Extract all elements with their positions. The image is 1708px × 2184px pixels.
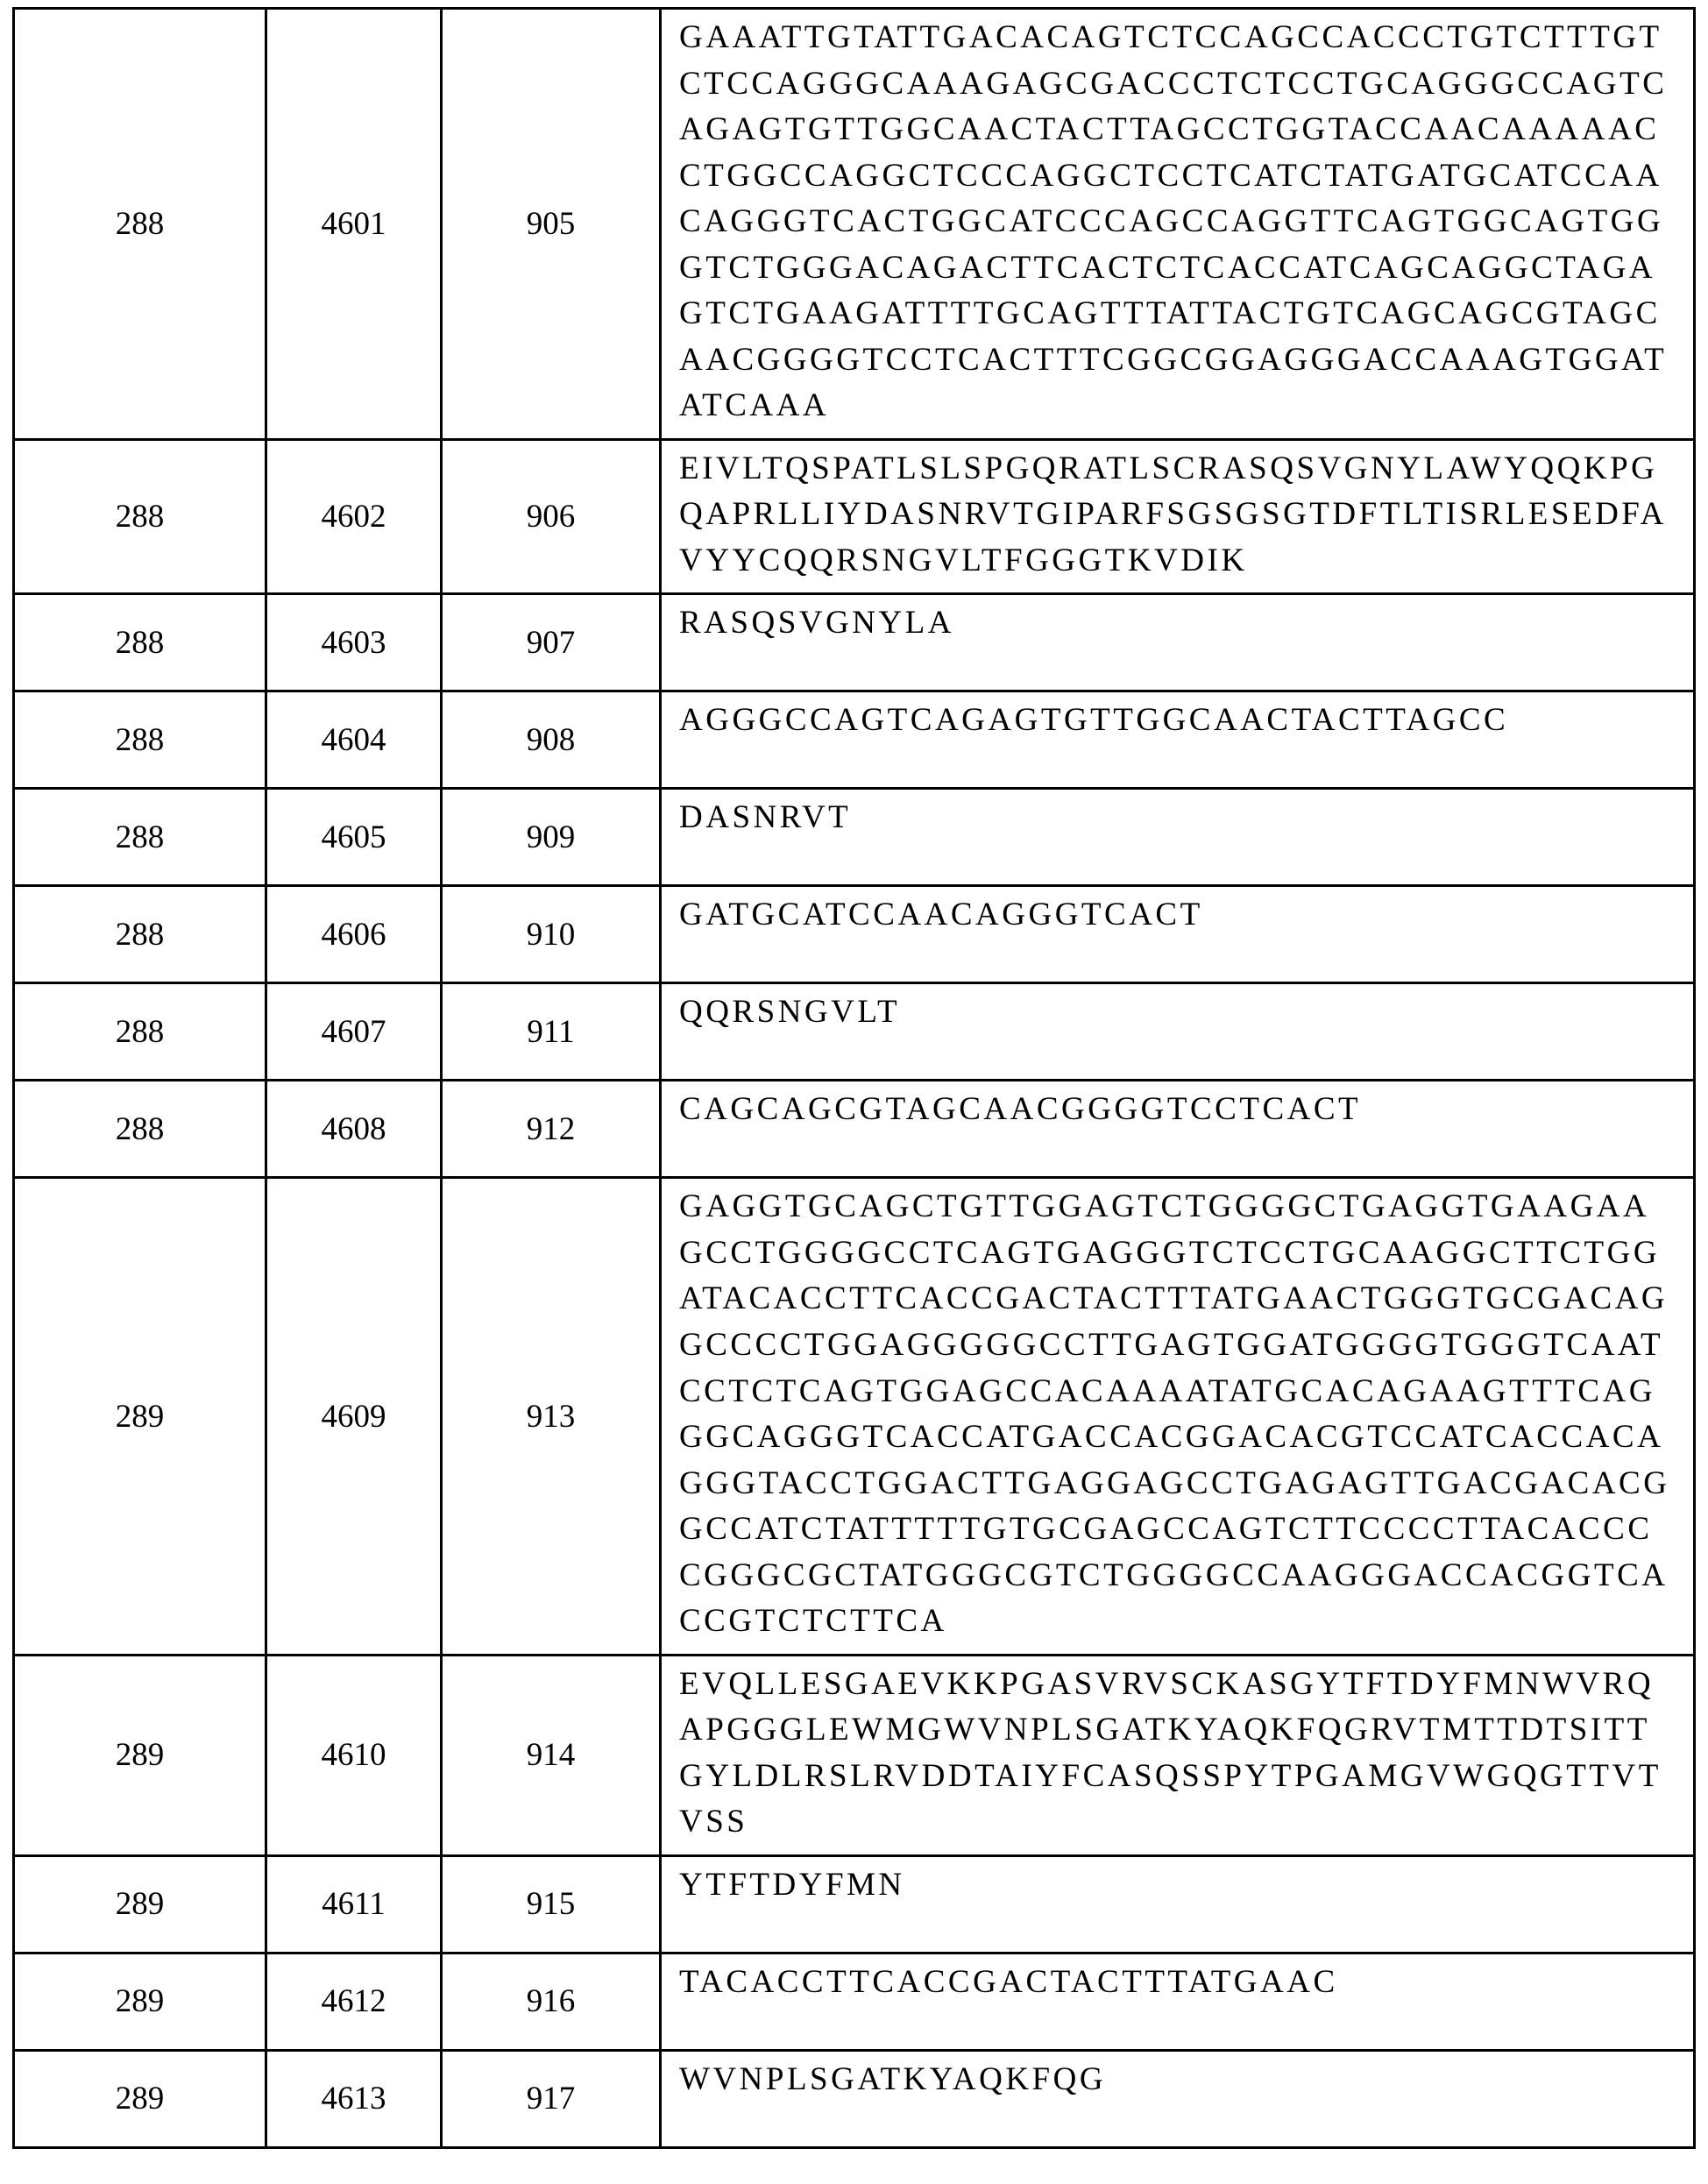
sequence-text: DASNRVT xyxy=(679,799,852,836)
sequence-text: GAAATTGTATTGACACAGTCTCCAGCCACCCTGTCTTTGTCTCCAGGGCAAAGAGCGACCCTCTCCTGCAGGGCCAGTCAGAGTGTTGGCAACTACTTAGCCTGGTACCAACAAAAACCTGGCCAGGCTCCCAGGCTCCTCATCTATGATGCATCCAACAGGGTCACTGGCATCCCAGCCAGGTTCAGTGGCAGTGGGTCTGGGACAGACTTCACTCTCACCATCAGCAGGCTAGAGTCTGAAGATTTTGCAGTTTATTACTGTCAGCAGCGTAGCAACGGGGTCCTCACTTTCGGCGGAGGGACCAAAGTGGATATCAAA xyxy=(679,19,1668,424)
cell-sequence xyxy=(661,886,1695,983)
cell-entry-number: 4611 xyxy=(266,1855,442,1953)
table-row xyxy=(14,1081,1695,1178)
cell-group-number: 289 xyxy=(14,1855,266,1953)
cell-entry-number: 4605 xyxy=(266,789,442,886)
cell-entry-number: 4603 xyxy=(266,594,442,691)
cell-group-number: 288 xyxy=(14,594,266,691)
cell-sequence xyxy=(661,1655,1695,1855)
cell-group-number: 289 xyxy=(14,1178,266,1655)
cell-sequence xyxy=(661,789,1695,886)
cell-group-number: 288 xyxy=(14,9,266,440)
sequence-text: YTFTDYFMN xyxy=(679,1866,905,1903)
cell-sequence xyxy=(661,1178,1695,1655)
cell-sequence xyxy=(661,983,1695,1081)
table-row xyxy=(14,439,1695,594)
cell-seq-id-number: 906 xyxy=(442,439,661,594)
cell-seq-id-number: 914 xyxy=(442,1655,661,1855)
table-row xyxy=(14,1655,1695,1855)
cell-seq-id-number: 911 xyxy=(442,983,661,1081)
cell-group-number: 288 xyxy=(14,691,266,789)
sequence-text: AGGGCCAGTCAGAGTGTTGGCAACTACTTAGCC xyxy=(679,702,1509,739)
cell-seq-id-number: 912 xyxy=(442,1081,661,1178)
cell-sequence xyxy=(661,9,1695,440)
sequence-text: QQRSNGVLT xyxy=(679,994,901,1031)
cell-entry-number: 4613 xyxy=(266,2050,442,2147)
cell-seq-id-number: 913 xyxy=(442,1178,661,1655)
cell-seq-id-number: 917 xyxy=(442,2050,661,2147)
cell-entry-number: 4604 xyxy=(266,691,442,789)
cell-group-number: 289 xyxy=(14,1953,266,2050)
cell-group-number: 288 xyxy=(14,439,266,594)
cell-entry-number: 4610 xyxy=(266,1655,442,1855)
table-row xyxy=(14,983,1695,1081)
table-row xyxy=(14,1178,1695,1655)
cell-sequence xyxy=(661,439,1695,594)
cell-entry-number: 4612 xyxy=(266,1953,442,2050)
cell-seq-id-number: 905 xyxy=(442,9,661,440)
cell-sequence xyxy=(661,1081,1695,1178)
cell-entry-number: 4601 xyxy=(266,9,442,440)
cell-sequence xyxy=(661,594,1695,691)
table-row xyxy=(14,594,1695,691)
sequence-text: CAGCAGCGTAGCAACGGGGTCCTCACT xyxy=(679,1091,1362,1128)
sequence-text: WVNPLSGATKYAQKFQG xyxy=(679,2060,1107,2097)
cell-entry-number: 4602 xyxy=(266,439,442,594)
cell-entry-number: 4606 xyxy=(266,886,442,983)
table-row xyxy=(14,1953,1695,2050)
cell-group-number: 288 xyxy=(14,1081,266,1178)
table-row xyxy=(14,1855,1695,1953)
sequence-listing-table xyxy=(12,7,1696,2149)
cell-entry-number: 4609 xyxy=(266,1178,442,1655)
table-row xyxy=(14,691,1695,789)
cell-group-number: 288 xyxy=(14,789,266,886)
sequence-text: GAGGTGCAGCTGTTGGAGTCTGGGGCTGAGGTGAAGAAGCCTGGGGCCTCAGTGAGGGTCTCCTGCAAGGCTTCTGGATACACCTTCACCGACTACTTTATGAACTGGGTGCGACAGGCCCCTGGAGGGGGCCTTGAGTGGATGGGGTGGGTCAATCCTCTCAGTGGAGCCACAAAATATGCACAGAAGTTTCAGGGCAGGGTCACCATGACCACGGACACGTCCATCACCACAGGGTACCTGGACTTGAGGAGCCTGAGAGTTGACGACACGGCCATCTATTTTTGTGCGAGCCAGTCTTCCCCTTACACCCCGGGCGCTATGGGCGTCTGGGGCCAAGGGACCACGGTCACCGTCTCTTCA xyxy=(679,1188,1670,1640)
table-row xyxy=(14,886,1695,983)
sequence-text: EIVLTQSPATLSLSPGQRATLSCRASQSVGNYLAWYQQKPGQAPRLLIYDASNRVTGIPARFSGSGSGTDFTLTISRLESEDFAVYYCQQRSNGVLTFGGGTKVDIK xyxy=(679,450,1667,578)
sequence-text: EVQLLESGAEVKKPGASVRVSCKASGYTFTDYFMNWVRQAPGGGLEWMGWVNPLSGATKYAQKFQGRVTMTTDTSITTGYLDLRSLRVDDTAIYFCASQSSPYTPGAMGVWGQGTTVTVSS xyxy=(679,1665,1662,1840)
cell-sequence xyxy=(661,2050,1695,2147)
cell-group-number: 288 xyxy=(14,983,266,1081)
sequence-text: TACACCTTCACCGACTACTTTATGAAC xyxy=(679,1963,1338,2000)
cell-seq-id-number: 907 xyxy=(442,594,661,691)
cell-seq-id-number: 909 xyxy=(442,789,661,886)
cell-seq-id-number: 916 xyxy=(442,1953,661,2050)
cell-sequence xyxy=(661,1953,1695,2050)
cell-seq-id-number: 915 xyxy=(442,1855,661,1953)
table-row xyxy=(14,2050,1695,2147)
cell-entry-number: 4608 xyxy=(266,1081,442,1178)
cell-sequence xyxy=(661,691,1695,789)
cell-entry-number: 4607 xyxy=(266,983,442,1081)
table-row xyxy=(14,9,1695,440)
cell-group-number: 289 xyxy=(14,1655,266,1855)
cell-seq-id-number: 908 xyxy=(442,691,661,789)
sequence-text: RASQSVGNYLA xyxy=(679,605,954,642)
cell-seq-id-number: 910 xyxy=(442,886,661,983)
table-row xyxy=(14,789,1695,886)
cell-sequence xyxy=(661,1855,1695,1953)
cell-group-number: 289 xyxy=(14,2050,266,2147)
cell-group-number: 288 xyxy=(14,886,266,983)
sequence-text: GATGCATCCAACAGGGTCACT xyxy=(679,897,1203,933)
